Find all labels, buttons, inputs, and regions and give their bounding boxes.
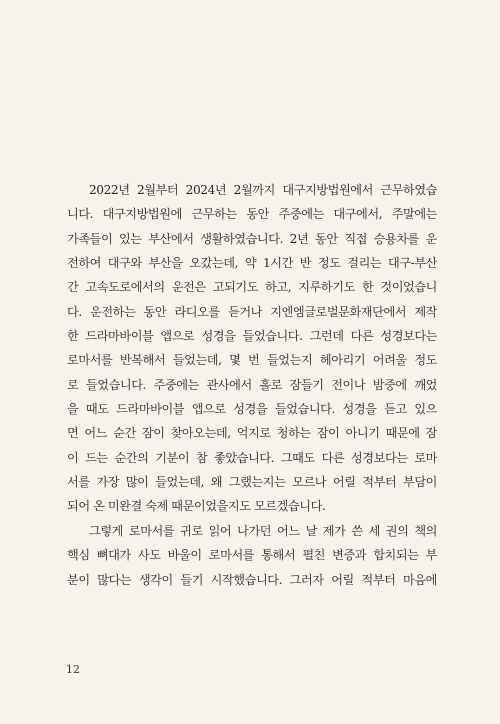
text-line: 가족들이 있는 부산에서 생활하였습니다. 2년 동안 직접 승용차를 운 xyxy=(67,231,437,246)
text-line: 그렇게 로마서를 귀로 읽어 나가던 어느 날 제가 쓴 세 권의 책의 xyxy=(89,523,437,538)
text-line: 간 고속도로에서의 운전은 고되기도 하고, 지루하기도 한 것이었습니 xyxy=(67,280,437,295)
text-line: 면 어느 순간 잠이 찾아오는데, 억지로 청하는 잠이 아니기 때문에 잠 xyxy=(67,426,437,441)
text-line: 전하여 대구와 부산을 오갔는데, 약 1시간 반 정도 걸리는 대구-부산 xyxy=(67,256,437,271)
text-line: 니다. 대구지방법원에 근무하는 동안 주중에는 대구에서, 주말에는 xyxy=(67,207,437,222)
text-line: 을 때도 드라마바이블 앱으로 성경을 들었습니다. 성경을 듣고 있으 xyxy=(67,402,437,417)
paragraph xyxy=(67,178,437,519)
text-line: 다. 운전하는 동안 라디오를 듣거나 지엔엠글로벌문화재단에서 제작 xyxy=(67,304,437,319)
text-line: 되어 온 미완결 숙제 때문이었을지도 모르겠습니다. xyxy=(67,499,326,514)
body-text xyxy=(67,178,437,592)
text-line: 서를 가장 많이 들었는데, 왜 그랬는지는 모르나 어릴 적부터 부담이 xyxy=(67,475,437,490)
text-line: 로 들었습니다. 주중에는 관사에서 홀로 잠들기 전이나 밤중에 깨었 xyxy=(67,377,437,392)
page-number: 12 xyxy=(66,663,80,676)
text-line: 로마서를 반복해서 들었는데, 몇 번 들었는지 헤아리기 어려울 정도 xyxy=(67,353,437,368)
text-line: 2022년 2월부터 2024년 2월까지 대구지방법원에서 근무하였습 xyxy=(89,183,437,197)
text-line: 이 드는 순간의 기분이 참 좋았습니다. 그때도 다른 성경보다는 로마 xyxy=(67,450,437,465)
text-line: 한 드라마바이블 앱으로 성경을 들었습니다. 그런데 다른 성경보다는 xyxy=(67,329,437,344)
paragraph xyxy=(67,519,437,592)
text-line: 핵심 뼈대가 사도 바울이 로마서를 통해서 펼친 변증과 합치되는 부 xyxy=(67,548,437,563)
text-line: 분이 많다는 생각이 들기 시작했습니다. 그러자 어릴 적부터 마음에 xyxy=(67,572,437,587)
